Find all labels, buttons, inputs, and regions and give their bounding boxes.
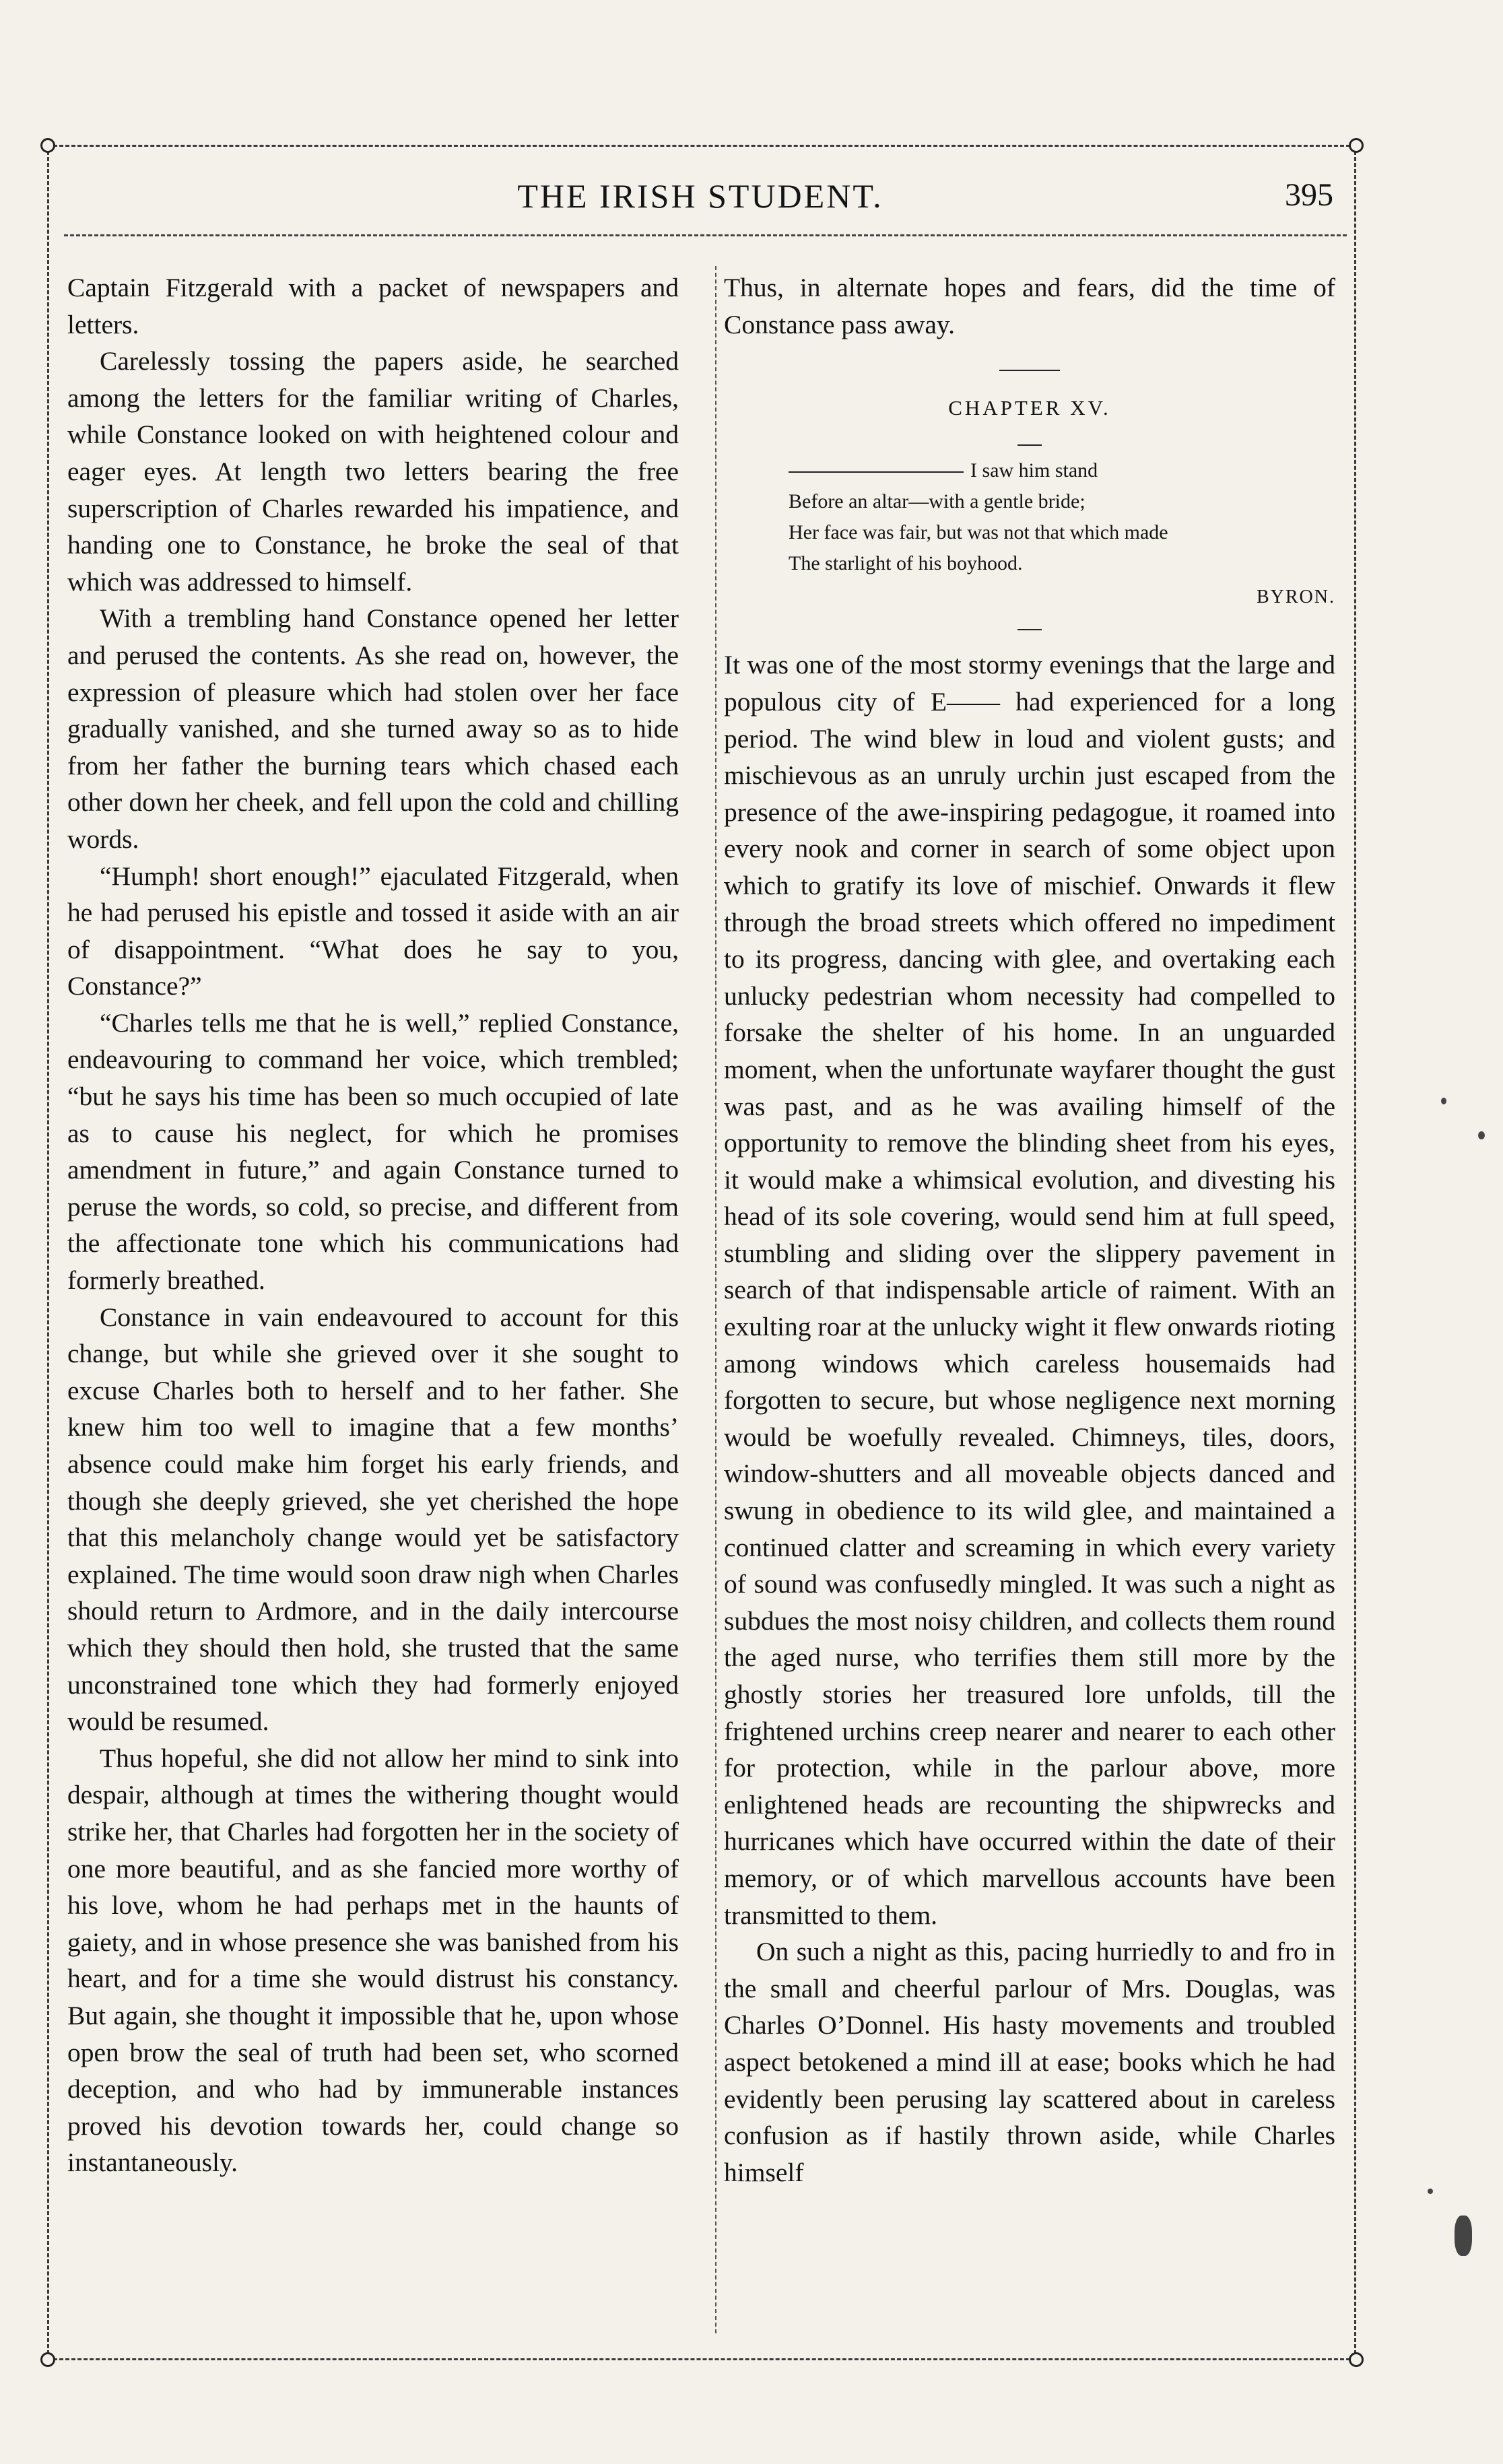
- scan-speck: [1478, 1131, 1485, 1139]
- scan-speck: [1428, 2189, 1433, 2194]
- paragraph: Thus hopeful, she did not allow her mind to sink into despair, although at times the withering thought would strike her, that Charles had forgotten her in the society of one more beautiful, and as she fancied more worthy of his love, whom he had perhaps met in the haunts of gaiety, and in whose presence she was banished from his heart, and for a time she would distrust his constancy. But again, she thought it impossible that he, upon whose open brow the seal of truth had been set, who scorned deception, and who had by immunerable instances proved his devotion towards her, could change so instantaneously.: [67, 1743, 679, 2178]
- journal-title: THE IRISH STUDENT.: [517, 177, 883, 215]
- paragraph: It was one of the most stormy evenings that the large and populous city of E—— had experienced for a long period. The wind blew in loud and violent gusts; and mischievous as an unruly urchin just escaped from the presence of the awe-inspiring pedagogue, it roamed into every nook and corner in search of some object upon which to gratify its love of mischief. Onwards it flew through the broad streets which offered no impediment to its progress, dancing with glee, and overtaking each unlucky pedestrian whom necessity had compelled to forsake the shelter of his home. In an unguarded moment, when the unfortunate wayfarer thought the gust was past, and as he was availing himself of the opportunity to remove the blinding sheet from his eyes, it would make a whimsical evolution, and divesting his head of its sole covering, would send him at full speed, stumbling and sliding over the slippery pavement in search of that indispensable article of raiment. With an exulting roar at the unlucky wight it flew onwards rioting among windows which careless housemaids had forgotten to secure, but whose negligence next morning would be woefully revealed. Chimneys, tiles, doors, window-shutters and all moveable objects danced and swung in obedience to its wild glee, and maintained a continued clatter and screaming in which every variety of sound was confusedly mingled. It was such a night as subdues the most noisy children, and collects them round the aged nurse, who terrifies them still more by the ghostly stories her treasured lore unfolds, till the frightened urchins creep nearer and nearer to each other for protection, while in the parlour above, more enlightened heads are recounting the shipwrecks and hurricanes which have occurred within the date of their memory, or of which marvellous accounts have been transmitted to them.: [724, 650, 1335, 1930]
- epigraph-line: Her face was fair, but was not that which made: [789, 521, 1168, 543]
- corner-ornament-icon: [40, 138, 55, 153]
- page-number: 395: [1285, 177, 1333, 213]
- chapter-heading: CHAPTER XV.: [948, 396, 1111, 420]
- paragraph: “Charles tells me that he is well,” replied Constance, endeavouring to command her voice, which trembled; “but he says his time has been so much occupied of late as to cause his neglect, for which he promises amendment in future,” and again Constance turned to peruse the words, so cold, so precise, and different from the affectionate tone which his communications had formerly breathed.: [67, 1007, 679, 1296]
- paragraph: “Humph! short enough!” ejaculated Fitzgerald, when he had perused his epistle and tossed it aside with an air of disappointment. “What does he say to you, Constance?”: [67, 861, 679, 1001]
- paragraph: Thus, in alternate hopes and fears, did the time of Constance pass away.: [724, 273, 1335, 339]
- left-column: [67, 269, 679, 2343]
- corner-ornament-icon: [1349, 138, 1364, 153]
- scan-speck: [1455, 2216, 1472, 2256]
- column-divider: [715, 266, 716, 2333]
- epigraph-line: The starlight of his boyhood.: [789, 552, 1023, 574]
- epigraph-line: I saw him stand: [789, 455, 1335, 486]
- epigraph-attribution: BYRON.: [1256, 586, 1335, 607]
- header-rule: [64, 234, 1347, 236]
- corner-ornament-icon: [1349, 2352, 1364, 2367]
- epigraph: [789, 455, 1335, 579]
- paragraph: Captain Fitzgerald with a packet of newspapers and letters.: [67, 273, 679, 339]
- paragraph: Constance in vain endeavoured to account for this change, but while she grieved over it she sought to excuse Charles both to herself and to her father. She knew him too well to imagine that a few months’ absence could make him forget his early friends, and though she deeply grieved, she yet cherished the hope that this melancholy change would yet be satisfactory explained. The time would soon draw nigh when Charles should return to Ardmore, and in the daily intercourse which they should then hold, she trusted that the same unconstrained tone which they had formerly enjoyed would be resumed.: [67, 1302, 679, 1737]
- right-column: [724, 269, 1335, 2343]
- scan-speck: [1441, 1098, 1446, 1104]
- paragraph: Carelessly tossing the papers aside, he searched among the letters for the familiar writing of Charles, while Constance looked on with heightened colour and eager eyes. At length two letters bearing the free superscription of Charles rewarded his impatience, and handing one to Constance, he broke the seal of that which was addressed to himself.: [67, 346, 679, 597]
- running-head: [61, 176, 1340, 230]
- paragraph: With a trembling hand Constance opened her letter and perused the contents. As she read on, however, the expression of pleasure which had stolen over her face gradually vanished, and she turned away so as to hide from her father the burning tears which chased each other down her cheek, and fell upon the cold and chilling words.: [67, 603, 679, 854]
- corner-ornament-icon: [40, 2352, 55, 2367]
- epigraph-line: Before an altar—with a gentle bride;: [789, 490, 1086, 512]
- paragraph: On such a night as this, pacing hurriedly to and fro in the small and cheerful parlour of Mrs. Douglas, was Charles O’Donnel. His hasty movements and troubled aspect betokened a mind ill at ease; books which he had evidently been perusing lay scattered about in careless confusion as if hastily thrown aside, while Charles himself: [724, 1937, 1335, 2187]
